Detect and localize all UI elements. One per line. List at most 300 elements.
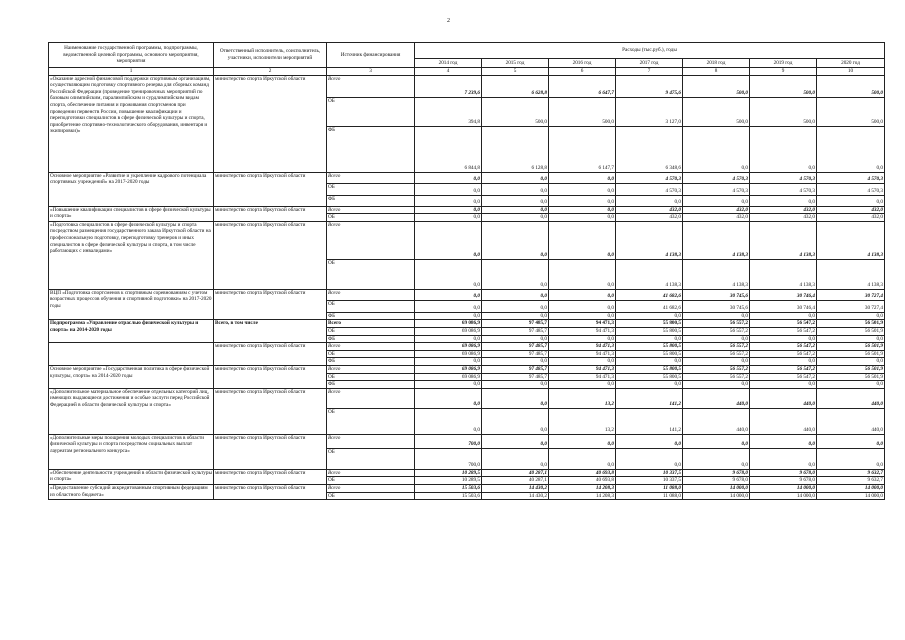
amount-cell: 0,0 <box>549 172 616 183</box>
amount-cell: 0,0 <box>750 448 817 469</box>
amount-cell: 97 485,7 <box>482 327 549 335</box>
amount-cell: 0,0 <box>482 195 549 206</box>
amount-cell: 0,0 <box>482 312 549 320</box>
row-executor: министерство спорта Иркутской области <box>214 484 327 499</box>
table-row <box>49 343 885 351</box>
amount-cell: 440,0 <box>817 408 885 434</box>
amount-cell: 0,0 <box>415 312 482 320</box>
amount-cell: 14 000,0 <box>683 484 750 492</box>
table-row <box>49 221 885 259</box>
amount-cell: 4 138,3 <box>616 259 683 289</box>
row-name: Основное мероприятие «Государственная политика в сфере физической культуры, спорта» на 2014-2020 годы <box>49 365 214 388</box>
amount-cell: 0,0 <box>482 289 549 300</box>
amount-cell: 7 239,6 <box>415 75 482 97</box>
amount-cell: 440,0 <box>750 388 817 408</box>
column-number: 2 <box>214 68 327 76</box>
amount-cell: 0,0 <box>549 448 616 469</box>
amount-cell: 4 570,3 <box>750 172 817 183</box>
table-row <box>49 75 885 97</box>
row-name: «Обеспечение деятельности учреждений в области физической культуры и спорта» <box>49 469 214 484</box>
table-row <box>49 289 885 300</box>
funding-source: ОБ <box>327 448 415 469</box>
funding-source: ОБ <box>327 300 415 312</box>
year-header: 2014 год <box>415 59 482 68</box>
row-executor: министерство спорта Иркутской области <box>214 343 327 366</box>
amount-cell: 440,0 <box>817 388 885 408</box>
row-executor: министерство спорта Иркутской области <box>214 172 327 206</box>
amount-cell: 0,0 <box>415 388 482 408</box>
amount-cell: 432,0 <box>616 206 683 214</box>
column-number: 1 <box>49 68 214 76</box>
amount-cell: 94 471,3 <box>549 350 616 358</box>
amount-cell: 4 570,3 <box>817 172 885 183</box>
year-header: 2018 год <box>683 59 750 68</box>
funding-source: ОБ <box>327 373 415 381</box>
amount-cell: 55 800,5 <box>616 365 683 373</box>
amount-cell: 0,0 <box>817 358 885 366</box>
amount-cell: 0,0 <box>817 381 885 389</box>
amount-cell: 13,2 <box>549 388 616 408</box>
amount-cell: 30 727,4 <box>817 289 885 300</box>
header-source: Источник финансирования <box>327 43 415 68</box>
amount-cell: 0,0 <box>482 358 549 366</box>
amount-cell: 432,0 <box>750 206 817 214</box>
funding-source: ОБ <box>327 492 415 500</box>
amount-cell: 69 086,9 <box>415 320 482 328</box>
table-row <box>49 484 885 492</box>
column-number: 8 <box>683 68 750 76</box>
amount-cell: 4 138,3 <box>616 221 683 259</box>
amount-cell: 56 547,2 <box>750 365 817 373</box>
amount-cell: 56 547,2 <box>750 373 817 381</box>
amount-cell: 40 287,1 <box>482 469 549 477</box>
amount-cell: 500,0 <box>817 75 885 97</box>
amount-cell: 0,0 <box>683 448 750 469</box>
amount-cell: 500,0 <box>482 97 549 126</box>
amount-cell: 0,0 <box>415 381 482 389</box>
amount-cell: 56 501,9 <box>817 365 885 373</box>
amount-cell: 56 547,2 <box>750 343 817 351</box>
amount-cell: 0,0 <box>415 259 482 289</box>
table-row <box>49 172 885 183</box>
amount-cell: 14 208,3 <box>549 492 616 500</box>
amount-cell: 10 337,5 <box>616 469 683 477</box>
amount-cell: 0,0 <box>482 259 549 289</box>
amount-cell: 11 088,0 <box>616 484 683 492</box>
row-executor: министерство спорта Иркутской области <box>214 365 327 388</box>
amount-cell: 0,0 <box>415 206 482 214</box>
amount-cell: 4 138,3 <box>750 259 817 289</box>
amount-cell: 56 547,2 <box>750 350 817 358</box>
amount-cell: 9 678,0 <box>750 477 817 485</box>
amount-cell: 440,0 <box>683 388 750 408</box>
amount-cell: 56 547,2 <box>750 327 817 335</box>
amount-cell: 0,0 <box>482 300 549 312</box>
table-row <box>49 320 885 328</box>
row-executor: министерство спорта Иркутской области <box>214 289 327 320</box>
amount-cell: 10 337,5 <box>616 477 683 485</box>
amount-cell: 56 557,2 <box>683 343 750 351</box>
row-executor: министерство спорта Иркутской области <box>214 388 327 434</box>
row-name: ВЦП «Подготовка спортсменов к спортивным соревнованиям с учетом возрастных процессов обучения и спортивной подготовки» на 2017-2020 годы <box>49 289 214 320</box>
amount-cell: 55 800,5 <box>616 350 683 358</box>
amount-cell: 0,0 <box>482 214 549 222</box>
amount-cell: 440,0 <box>750 408 817 434</box>
amount-cell: 56 557,2 <box>683 365 750 373</box>
amount-cell: 3 127,0 <box>616 97 683 126</box>
row-executor: министерство спорта Иркутской области <box>214 221 327 289</box>
amount-cell: 0,0 <box>415 358 482 366</box>
amount-cell: 0,0 <box>482 206 549 214</box>
amount-cell: 94 471,3 <box>549 327 616 335</box>
funding-source: Всего <box>327 365 415 373</box>
amount-cell: 15 503,6 <box>415 484 482 492</box>
amount-cell: 55 800,5 <box>616 320 683 328</box>
amount-cell: 55 800,5 <box>616 343 683 351</box>
row-executor: министерство спорта Иркутской области <box>214 434 327 469</box>
amount-cell: 9 678,0 <box>683 469 750 477</box>
amount-cell: 55 800,5 <box>616 373 683 381</box>
funding-source: Всего <box>327 206 415 214</box>
amount-cell: 0,0 <box>482 221 549 259</box>
amount-cell: 10 289,5 <box>415 469 482 477</box>
amount-cell: 14 430,2 <box>482 492 549 500</box>
column-number: 5 <box>482 68 549 76</box>
amount-cell: 0,0 <box>482 183 549 195</box>
row-name <box>49 343 214 366</box>
column-number: 10 <box>817 68 885 76</box>
table-row <box>49 434 885 448</box>
amount-cell: 56 547,2 <box>750 320 817 328</box>
funding-source: Всего <box>327 484 415 492</box>
amount-cell: 0,0 <box>549 358 616 366</box>
row-name: Основное мероприятие «Развитие и укрепление кадрового потенциала спортивных учреждений» на 2017-2020 годы <box>49 172 214 206</box>
amount-cell: 56 557,2 <box>683 350 750 358</box>
funding-source: ОБ <box>327 408 415 434</box>
row-executor: министерство спорта Иркутской области <box>214 469 327 484</box>
amount-cell: 56 501,9 <box>817 350 885 358</box>
funding-source: ФБ <box>327 335 415 343</box>
amount-cell: 4 570,3 <box>616 183 683 195</box>
amount-cell: 30 746,4 <box>750 289 817 300</box>
amount-cell: 14 000,0 <box>817 484 885 492</box>
amount-cell: 4 138,3 <box>817 221 885 259</box>
column-number: 7 <box>616 68 683 76</box>
amount-cell: 56 557,2 <box>683 327 750 335</box>
table-row <box>49 206 885 214</box>
amount-cell: 56 557,2 <box>683 320 750 328</box>
amount-cell: 56 501,9 <box>817 320 885 328</box>
column-number: 4 <box>415 68 482 76</box>
amount-cell: 4 570,3 <box>616 172 683 183</box>
amount-cell: 432,0 <box>683 214 750 222</box>
amount-cell: 6 844,8 <box>415 126 482 172</box>
amount-cell: 14 000,0 <box>817 492 885 500</box>
amount-cell: 97 485,7 <box>482 343 549 351</box>
amount-cell: 0,0 <box>750 358 817 366</box>
amount-cell: 4 570,3 <box>683 183 750 195</box>
amount-cell: 0,0 <box>616 381 683 389</box>
amount-cell: 0,0 <box>750 312 817 320</box>
amount-cell: 0,0 <box>750 335 817 343</box>
amount-cell: 97 485,7 <box>482 350 549 358</box>
table-header <box>49 43 885 76</box>
funding-source: Всего <box>327 75 415 97</box>
amount-cell: 6 128,8 <box>482 126 549 172</box>
funding-source: ФБ <box>327 358 415 366</box>
amount-cell: 0,0 <box>817 126 885 172</box>
amount-cell: 0,0 <box>683 434 750 448</box>
amount-cell: 500,0 <box>549 97 616 126</box>
amount-cell: 0,0 <box>817 434 885 448</box>
amount-cell: 0,0 <box>415 172 482 183</box>
header-expenses: Расходы (тыс.руб.), годы <box>415 43 885 59</box>
row-name: Подпрограмма «Управление отраслью физической культуры и спорта» на 2014-2020 годы <box>49 320 214 343</box>
amount-cell: 0,0 <box>683 358 750 366</box>
amount-cell: 700,0 <box>415 448 482 469</box>
column-number: 9 <box>750 68 817 76</box>
amount-cell: 56 501,9 <box>817 343 885 351</box>
funding-source: ФБ <box>327 381 415 389</box>
amount-cell: 500,0 <box>750 97 817 126</box>
year-header: 2020 год <box>817 59 885 68</box>
funding-source: Всего <box>327 469 415 477</box>
amount-cell: 0,0 <box>616 312 683 320</box>
amount-cell: 56 501,9 <box>817 327 885 335</box>
table-row <box>49 469 885 477</box>
amount-cell: 56 501,9 <box>817 373 885 381</box>
amount-cell: 94 471,3 <box>549 373 616 381</box>
expenses-table <box>48 42 885 500</box>
amount-cell: 432,0 <box>817 206 885 214</box>
amount-cell: 9 678,0 <box>750 469 817 477</box>
amount-cell: 13,2 <box>549 408 616 434</box>
amount-cell: 4 570,3 <box>817 183 885 195</box>
amount-cell: 0,0 <box>683 312 750 320</box>
amount-cell: 4 138,3 <box>817 259 885 289</box>
amount-cell: 700,0 <box>415 434 482 448</box>
amount-cell: 0,0 <box>549 214 616 222</box>
amount-cell: 0,0 <box>616 195 683 206</box>
amount-cell: 0,0 <box>817 195 885 206</box>
amount-cell: 432,0 <box>750 214 817 222</box>
header-executor: Ответственный исполнитель, соисполнитель, участники, исполнители мероприятий <box>214 43 327 68</box>
amount-cell: 40 693,8 <box>549 469 616 477</box>
amount-cell: 10 289,5 <box>415 477 482 485</box>
amount-cell: 0,0 <box>549 335 616 343</box>
amount-cell: 0,0 <box>549 381 616 389</box>
amount-cell: 0,0 <box>482 408 549 434</box>
amount-cell: 0,0 <box>549 289 616 300</box>
amount-cell: 0,0 <box>750 195 817 206</box>
page-number: 2 <box>447 18 450 24</box>
funding-source: ОБ <box>327 350 415 358</box>
amount-cell: 0,0 <box>415 195 482 206</box>
amount-cell: 0,0 <box>616 434 683 448</box>
amount-cell: 30 746,4 <box>750 300 817 312</box>
amount-cell: 0,0 <box>549 183 616 195</box>
header-name: Наименование государственной программы, подпрограммы, ведомственной целевой программы, основного мероприятия, мероприятия <box>49 43 214 68</box>
row-name: «Подготовка специалистов в сфере физической культуры и спорта посредством размещения государственного заказа Иркутской области на профессиональную подготовку, переподготовку тренеров и иных специалистов в сфере физической культуры и спорта, в том числе работающих с инвалидами» <box>49 221 214 289</box>
amount-cell: 0,0 <box>482 434 549 448</box>
amount-cell: 0,0 <box>549 312 616 320</box>
amount-cell: 97 485,7 <box>482 320 549 328</box>
funding-source: Всего <box>327 289 415 300</box>
column-number: 6 <box>549 68 616 76</box>
amount-cell: 97 485,7 <box>482 373 549 381</box>
amount-cell: 56 557,2 <box>683 373 750 381</box>
amount-cell: 94 471,3 <box>549 320 616 328</box>
amount-cell: 6 147,7 <box>549 126 616 172</box>
amount-cell: 69 086,9 <box>415 373 482 381</box>
funding-source: Всего <box>327 388 415 408</box>
amount-cell: 0,0 <box>683 335 750 343</box>
amount-cell: 0,0 <box>616 335 683 343</box>
funding-source: Всего <box>327 221 415 259</box>
funding-source: ФБ <box>327 195 415 206</box>
amount-cell: 0,0 <box>616 358 683 366</box>
amount-cell: 9 475,6 <box>616 75 683 97</box>
amount-cell: 4 138,3 <box>683 221 750 259</box>
amount-cell: 14 000,0 <box>750 484 817 492</box>
amount-cell: 14 430,2 <box>482 484 549 492</box>
amount-cell: 0,0 <box>549 221 616 259</box>
amount-cell: 0,0 <box>817 312 885 320</box>
funding-source: ОБ <box>327 97 415 126</box>
amount-cell: 97 485,7 <box>482 365 549 373</box>
funding-source: ОБ <box>327 259 415 289</box>
amount-cell: 0,0 <box>482 388 549 408</box>
table-row <box>49 388 885 408</box>
amount-cell: 440,0 <box>683 408 750 434</box>
amount-cell: 0,0 <box>415 214 482 222</box>
funding-source: Всего <box>327 320 415 328</box>
amount-cell: 0,0 <box>482 335 549 343</box>
amount-cell: 0,0 <box>616 448 683 469</box>
funding-source: ОБ <box>327 183 415 195</box>
funding-source: ФБ <box>327 126 415 172</box>
amount-cell: 9 632,7 <box>817 477 885 485</box>
amount-cell: 69 086,9 <box>415 350 482 358</box>
amount-cell: 4 570,3 <box>683 172 750 183</box>
funding-source: ОБ <box>327 477 415 485</box>
funding-source: ОБ <box>327 214 415 222</box>
amount-cell: 94 471,3 <box>549 343 616 351</box>
amount-cell: 94 471,3 <box>549 365 616 373</box>
amount-cell: 141,2 <box>616 388 683 408</box>
amount-cell: 0,0 <box>415 289 482 300</box>
funding-source: Всего <box>327 343 415 351</box>
amount-cell: 432,0 <box>683 206 750 214</box>
amount-cell: 0,0 <box>683 126 750 172</box>
row-name: «Дополнительное материальное обеспечение отдельных категорий лиц, имеющих выдающиеся достижения и особые заслуги перед Российской Федерацией в области физической культуры и спорта» <box>49 388 214 434</box>
amount-cell: 0,0 <box>549 206 616 214</box>
amount-cell: 0,0 <box>415 335 482 343</box>
amount-cell: 0,0 <box>683 195 750 206</box>
year-header: 2015 год <box>482 59 549 68</box>
amount-cell: 6 348,6 <box>616 126 683 172</box>
row-name: «Дополнительные меры поощрения молодых специалистов в области физической культуры и спорта посредством социальных выплат лауреатам регионального конкурса» <box>49 434 214 469</box>
year-header: 2019 год <box>750 59 817 68</box>
funding-source: Всего <box>327 172 415 183</box>
amount-cell: 0,0 <box>683 381 750 389</box>
amount-cell: 4 138,3 <box>683 259 750 289</box>
amount-cell: 0,0 <box>415 408 482 434</box>
amount-cell: 0,0 <box>482 448 549 469</box>
amount-cell: 0,0 <box>549 434 616 448</box>
amount-cell: 0,0 <box>415 183 482 195</box>
amount-cell: 6 647,7 <box>549 75 616 97</box>
amount-cell: 40 287,1 <box>482 477 549 485</box>
amount-cell: 0,0 <box>817 335 885 343</box>
amount-cell: 394,8 <box>415 97 482 126</box>
amount-cell: 69 086,9 <box>415 365 482 373</box>
amount-cell: 0,0 <box>415 300 482 312</box>
row-name: «Оказание адресной финансовой поддержки спортивным организациям, осуществляющим подготовку спортивного резерва для сборных команд Российской Федерации (проведение тренировочных мероприятий по базовым олимпийским, паралимпийским и сурдлимпийским видам спорта, обеспечение питания и проживания спортсменов при проведении первенств России, повышение квалификации и переподготовки специалистов в сфере физической культуры и спорта, приобретение спортивно-технологического оборудования, инвентаря и экипировки)» <box>49 75 214 172</box>
amount-cell: 55 800,5 <box>616 327 683 335</box>
amount-cell: 500,0 <box>817 97 885 126</box>
funding-source: ФБ <box>327 312 415 320</box>
amount-cell: 6 628,8 <box>482 75 549 97</box>
amount-cell: 0,0 <box>817 448 885 469</box>
amount-cell: 30 745,6 <box>683 289 750 300</box>
amount-cell: 432,0 <box>817 214 885 222</box>
amount-cell: 0,0 <box>549 300 616 312</box>
amount-cell: 500,0 <box>750 75 817 97</box>
row-name: «Повышение квалификации специалистов в сфере физической культуры и спорта» <box>49 206 214 221</box>
funding-source: ОБ <box>327 327 415 335</box>
year-header: 2016 год <box>549 59 616 68</box>
amount-cell: 14 000,0 <box>683 492 750 500</box>
column-number: 3 <box>327 68 415 76</box>
amount-cell: 41 682,6 <box>616 289 683 300</box>
amount-cell: 500,0 <box>683 75 750 97</box>
amount-cell: 41 682,6 <box>616 300 683 312</box>
row-executor: министерство спорта Иркутской области <box>214 206 327 221</box>
amount-cell: 30 745,6 <box>683 300 750 312</box>
row-executor: министерство спорта Иркутской области <box>214 75 327 172</box>
amount-cell: 0,0 <box>750 434 817 448</box>
amount-cell: 15 503,6 <box>415 492 482 500</box>
amount-cell: 500,0 <box>683 97 750 126</box>
amount-cell: 69 086,9 <box>415 327 482 335</box>
amount-cell: 30 727,4 <box>817 300 885 312</box>
amount-cell: 9 678,0 <box>683 477 750 485</box>
amount-cell: 11 088,0 <box>616 492 683 500</box>
amount-cell: 14 208,3 <box>549 484 616 492</box>
row-name: «Предоставление субсидий аккредитованным спортивным федерациям из областного бюджета» <box>49 484 214 499</box>
amount-cell: 14 000,0 <box>750 492 817 500</box>
amount-cell: 0,0 <box>750 126 817 172</box>
amount-cell: 4 570,3 <box>750 183 817 195</box>
amount-cell: 4 138,3 <box>750 221 817 259</box>
amount-cell: 0,0 <box>750 381 817 389</box>
amount-cell: 0,0 <box>549 195 616 206</box>
amount-cell: 0,0 <box>415 221 482 259</box>
amount-cell: 9 632,7 <box>817 469 885 477</box>
row-executor: Всего, в том числе <box>214 320 327 343</box>
amount-cell: 141,2 <box>616 408 683 434</box>
amount-cell: 40 693,8 <box>549 477 616 485</box>
amount-cell: 432,0 <box>616 214 683 222</box>
table-body <box>49 75 885 500</box>
amount-cell: 0,0 <box>482 381 549 389</box>
year-header: 2017 год <box>616 59 683 68</box>
table-row <box>49 365 885 373</box>
funding-source: Всего <box>327 434 415 448</box>
amount-cell: 69 086,9 <box>415 343 482 351</box>
amount-cell: 0,0 <box>482 172 549 183</box>
